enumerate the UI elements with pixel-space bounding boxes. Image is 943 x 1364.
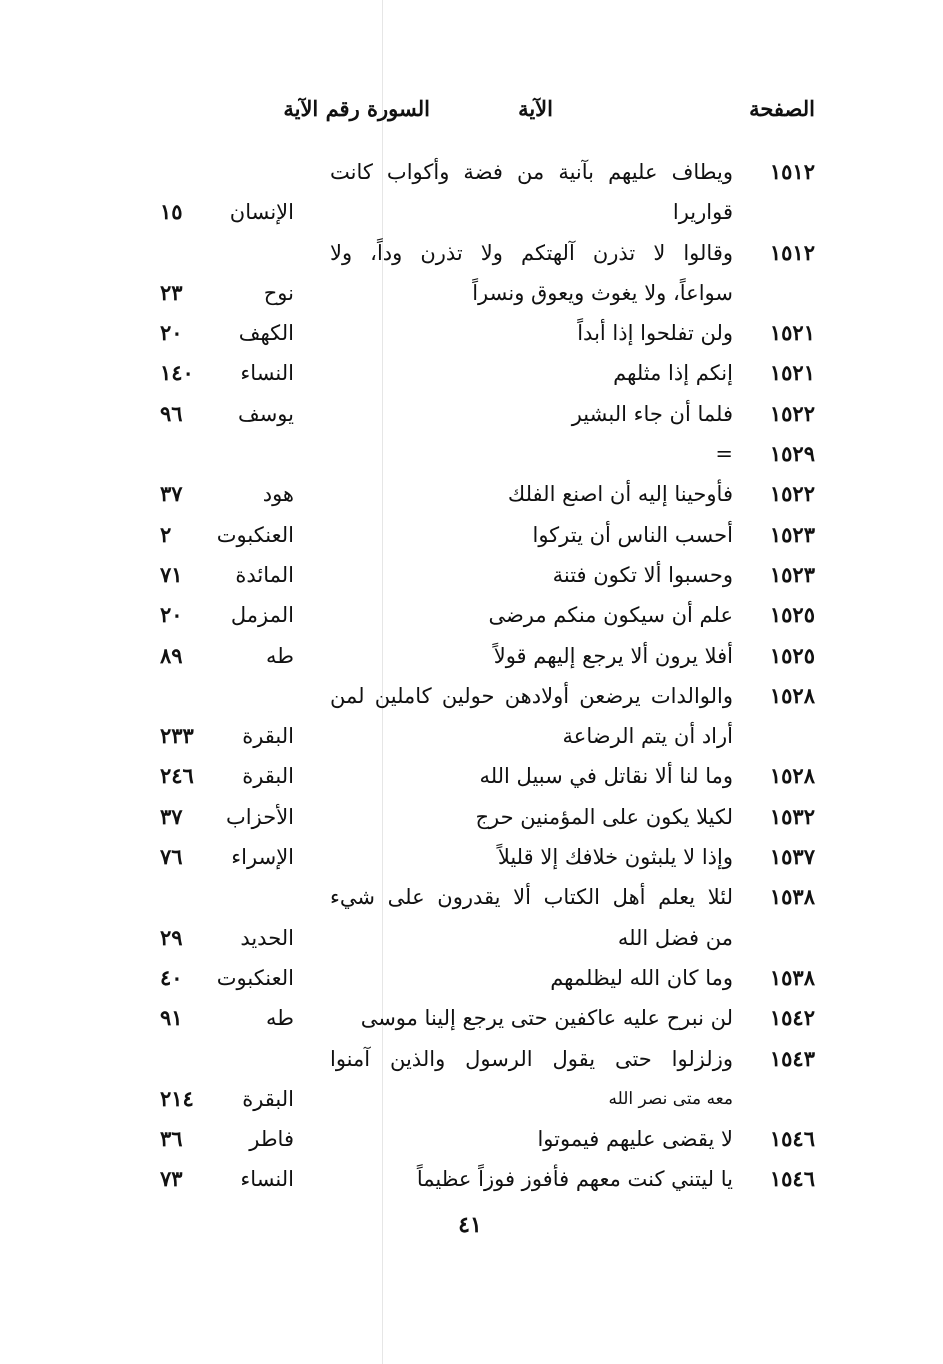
page-ref: ١٥٢٣ (769, 561, 815, 587)
ayah-text: سواعاً، ولا يغوث ويعوق ونسراً (472, 280, 733, 305)
page-ref: ١٥٢٩ (769, 441, 815, 467)
surah-name: العنكبوت (216, 522, 294, 547)
page-ref: ١٥٤٦ (769, 1166, 815, 1192)
ayah-number: ٤٠ (160, 964, 183, 990)
surah-name: الإنسان (229, 200, 294, 225)
table-row (130, 958, 815, 998)
table-row (130, 434, 815, 474)
ayah-number: ٩١ (160, 1005, 183, 1031)
table-row (130, 555, 815, 595)
ayah-text: وما كان الله ليظلمهم (550, 965, 733, 990)
surah-name: النساء (240, 361, 294, 386)
surah-name: هود (262, 482, 294, 507)
table-row (130, 273, 815, 313)
ayah-number: ٧٦ (160, 844, 183, 870)
ayah-text: أفلا يرون ألا يرجع إليهم قولاً (493, 643, 733, 668)
ayah-text: فلما أن جاء البشير (571, 401, 733, 426)
ayah-text: من فضل الله (617, 925, 733, 950)
page-number: ٤١ (458, 1212, 482, 1238)
ayah-number: ٣٧ (160, 803, 183, 829)
ayah-number: ٣٧ (160, 481, 183, 507)
header-surah-ayah-number: السورة رقم الآية (283, 96, 430, 121)
surah-name: المزمل (230, 603, 294, 628)
ayah-number: ٧١ (160, 561, 183, 587)
surah-name: فاطر (249, 1127, 294, 1152)
table-row (130, 394, 815, 434)
ayah-text: إنكم إذا مثلهم (613, 361, 733, 386)
index-table (130, 152, 815, 1200)
table-row (130, 676, 815, 716)
page-ref: ١٥٤٦ (769, 1126, 815, 1152)
page-ref: ١٥١٢ (769, 239, 815, 265)
ayah-number: ٢٠ (160, 320, 183, 346)
table-row (130, 353, 815, 393)
page-ref: ١٥٣٨ (769, 884, 815, 910)
page-ref: ١٥٢٢ (769, 481, 815, 507)
header-page: الصفحة (749, 96, 815, 121)
ayah-number: ٢٠ (160, 602, 183, 628)
page-ref: ١٥٢٥ (769, 642, 815, 668)
table-row (130, 918, 815, 958)
ayah-text: أحسب الناس أن يتركوا (532, 522, 733, 547)
ayah-text: وقالوا لا تذرن آلهتكم ولا تذرن وداً، ولا (330, 240, 733, 265)
ayah-text: لئلا يعلم أهل الكتاب ألا يقدرون على شيء (330, 885, 733, 910)
page-ref: ١٥٤٣ (769, 1045, 815, 1071)
ayah-text: لكيلا يكون على المؤمنين حرج (475, 804, 733, 829)
ayah-number: ٢١٤ (160, 1085, 194, 1111)
page-ref: ١٥٢٥ (769, 602, 815, 628)
ayah-text: ويطاف عليهم بآنية من فضة وأكواب كانت (330, 160, 733, 184)
ayah-text: قواريرا (672, 200, 733, 225)
surah-name: الحديد (240, 925, 294, 950)
ayah-number: ٢٣ (160, 279, 183, 305)
header-ayah: الآية (518, 96, 553, 121)
ayah-number: ٢٤٦ (160, 763, 194, 789)
ayah-text: وحسبوا ألا تكون فتنة (552, 562, 733, 587)
surah-name: النساء (240, 1167, 294, 1192)
surah-name: نوح (263, 280, 294, 305)
ayah-number: ٩٦ (160, 400, 183, 426)
ayah-text: وإذا لا يلبثون خلافك إلا قليلاً (497, 845, 733, 870)
surah-name: البقرة (242, 1086, 294, 1111)
ayah-text: أراد أن يتم الرضاعة (562, 724, 733, 749)
page-ref: ١٥٢١ (769, 360, 815, 386)
surah-name: البقرة (242, 724, 294, 749)
table-row (130, 998, 815, 1038)
page-ref: ١٥٢٢ (769, 400, 815, 426)
ayah-text: لن نبرح عليه عاكفين حتى يرجع إلينا موسى (360, 1006, 733, 1031)
table-row (130, 152, 815, 192)
ayah-number: ٧٣ (160, 1166, 183, 1192)
surah-name: البقرة (242, 764, 294, 789)
table-row (130, 474, 815, 514)
ayah-number: ٨٩ (160, 642, 183, 668)
surah-name: الكهف (238, 321, 294, 346)
ayah-text: ولن تفلحوا إذا أبداً (577, 321, 733, 346)
column-headers (130, 96, 815, 136)
page-ref: ١٥٤٢ (769, 1005, 815, 1031)
surah-name: طه (266, 643, 294, 668)
table-row (130, 595, 815, 635)
surah-name: العنكبوت (216, 965, 294, 990)
table-row (130, 636, 815, 676)
ayah-text: = (715, 442, 733, 467)
page-ref: ١٥٣٨ (769, 964, 815, 990)
table-row (130, 1159, 815, 1199)
ayah-number: ١٥ (160, 199, 183, 225)
table-row (130, 313, 815, 353)
table-row (130, 877, 815, 917)
table-row (130, 756, 815, 796)
ayah-text: وما لنا ألا نقاتل في سبيل الله (479, 764, 733, 789)
ayah-number: ٢ (160, 521, 172, 547)
page-ref: ١٥١٢ (769, 159, 815, 184)
table-row (130, 837, 815, 877)
page-ref: ١٥٢٨ (769, 763, 815, 789)
table-row (130, 515, 815, 555)
ayah-number: ١٤٠ (160, 360, 194, 386)
ayah-text: معه متى نصر الله (608, 1088, 733, 1109)
table-row (130, 233, 815, 273)
ayah-number: ٣٦ (160, 1126, 183, 1152)
table-row (130, 716, 815, 756)
page-ref: ١٥٢٣ (769, 521, 815, 547)
ayah-number: ٢٩ (160, 924, 183, 950)
surah-name: يوسف (237, 401, 294, 426)
table-row (130, 192, 815, 232)
surah-name: طه (266, 1006, 294, 1031)
surah-name: الإسراء (231, 845, 294, 870)
ayah-text: علم أن سيكون منكم مرضى (488, 603, 733, 628)
surah-name: الأحزاب (226, 804, 294, 829)
page-ref: ١٥٢١ (769, 320, 815, 346)
ayah-text: فأوحينا إليه أن اصنع الفلك (507, 482, 733, 507)
page-ref: ١٥٣٢ (769, 803, 815, 829)
table-row (130, 1079, 815, 1119)
page-ref: ١٥٢٨ (769, 682, 815, 708)
page-ref: ١٥٣٧ (769, 844, 815, 870)
table-row (130, 1119, 815, 1159)
ayah-text: لا يقضى عليهم فيموتوا (537, 1127, 733, 1152)
ayah-number: ٢٣٣ (160, 723, 194, 749)
table-row (130, 1039, 815, 1079)
ayah-text: وزلزلوا حتى يقول الرسول والذين آمنوا (330, 1046, 733, 1071)
surah-name: المائدة (235, 562, 294, 587)
table-row (130, 797, 815, 837)
ayah-text: والوالدات يرضعن أولادهن حولين كاملين لمن (330, 683, 733, 708)
ayah-text: يا ليتني كنت معهم فأفوز فوزاً عظيماً (416, 1167, 733, 1192)
